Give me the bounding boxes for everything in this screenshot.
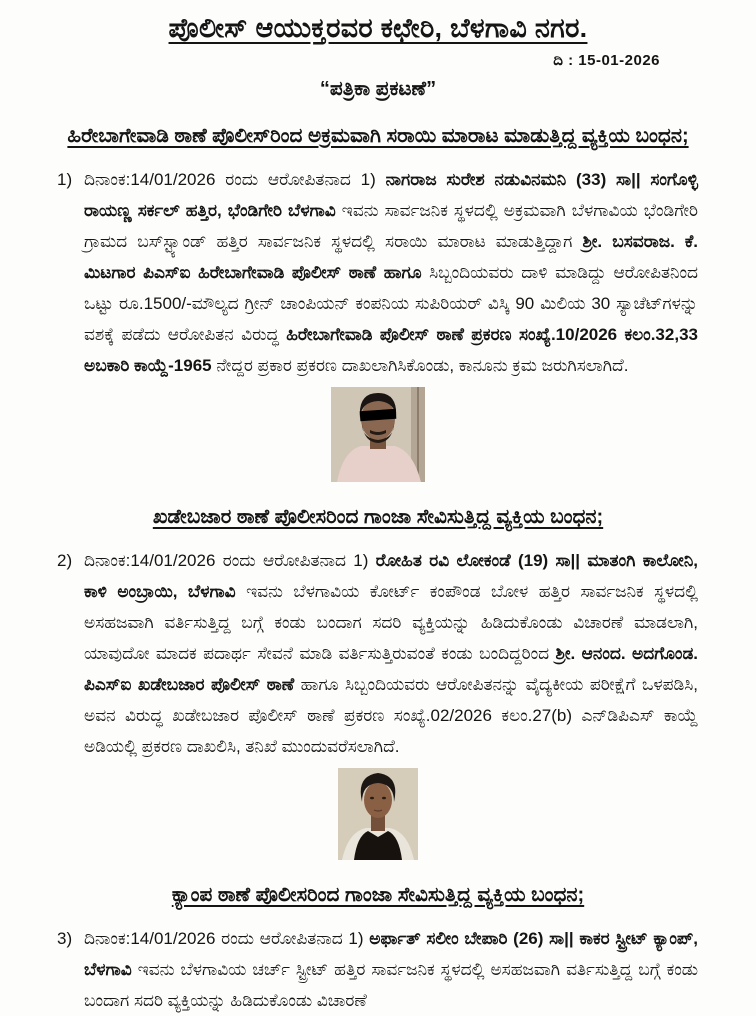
suspect-photo-1 — [0, 387, 756, 482]
paragraph-text — [84, 551, 698, 756]
paragraph-segment: ಇವನು ಸಾರ್ವಜನಿಕ ಸ್ಥಳದಲ್ಲಿ ಅಕ್ರಮವಾಗಿ ಬೆಳಗಾವಿಯ ಭೆಂಡಿಗೇರಿ ಗ್ರಾಮದ ಬಸ್‌ಸ್ಟ್ಯಾಂಡ್ ಹತ್ತಿರ ಸಾರ್ವಜನಿಕ ಸ್ಥಳದಲ್ಲಿ ಸರಾಯಿ ಮಾರಾಟ ಮಾಡುತ್ತಿದ್ದಾಗ — [84, 201, 698, 251]
paragraph-segment: ನೇದ್ದರ ಪ್ರಕಾರ ಪ್ರಕರಣ ದಾಖಲಾಗಿಸಿಕೊಂಡು, ಕಾನೂನು ಕ್ರಮ ಜರುಗಿಸಲಾಗಿದೆ. — [216, 356, 629, 375]
section-heading: ಕ್ಯಾಂಪ ಠಾಣೆ ಪೊಲೀಸರಿಂದ ಗಾಂಜಾ ಸೇವಿಸುತ್ತಿದ್ದ ವ್ಯಕ್ತಿಯ ಬಂಧನ; — [171, 884, 585, 906]
section-paragraph — [57, 545, 698, 762]
paragraph-text — [84, 929, 698, 1010]
press-release-title: “ಪತ್ರಿಕಾ ಪ್ರಕಟಣೆ” — [319, 78, 437, 100]
paragraph-segment: ದಿನಾಂಕ:14/01/2026 ರಂದು ಆರೋಪಿತನಾದ 1) — [84, 170, 386, 189]
paragraph-number: 3) — [57, 929, 73, 948]
paragraph-segment: ದಿನಾಂಕ:14/01/2026 ರಂದು ಆರೋಪಿತನಾದ 1) — [84, 551, 376, 570]
paragraph-bold-segment: ಶ್ರೀ. ಬಸವರಾಜ. ಕೆ. ಮಿಟಗಾರ ಪಿಎಸ್‌ಐ ಹಿರೇಬಾಗೇವಾಡಿ ಪೊಲೀಸ್ ಠಾಣೆ ಹಾಗೂ — [84, 232, 698, 282]
section-heading: ಖಡೇಬಜಾರ ಠಾಣೆ ಪೊಲೀಸರಿಂದ ಗಾಂಜಾ ಸೇವಿಸುತ್ತಿದ್ದ ವ್ಯಕ್ತಿಯ ಬಂಧನ; — [152, 506, 604, 528]
paragraph-bold-segment: ಶ್ರೀ. ಆನಂದ. ಅದಗೊಂಡ. ಪಿಎಸ್‌ಐ ಖಡೇಬಜಾರ ಪೊಲೀಸ್ ಠಾಣೆ — [84, 644, 698, 694]
paragraph-segment: ಇವನು ಬೆಳಗಾವಿಯ ಕೋರ್ಟ್ ಕಂಪೌಂಡ ಬೋಳ ಹತ್ತಿರ ಸಾರ್ವಜನಿಕ ಸ್ಥಳದಲ್ಲಿ ಅಸಹಜವಾಗಿ ವರ್ತಿಸುತ್ತಿದ್ದ ಬಗ್ಗೆ ಕಂಡು ಬಂದಾಗ ಸದರಿ ವ್ಯಕ್ತಿಯನ್ನು ಹಿಡಿದುಕೊಂಡು ವಿಚಾರಣೆ ಮಾಡಲಾಗಿ, ಯಾವುದೋ ಮಾದಕ ಪದಾರ್ಥ ಸೇವನೆ ಮಾಡಿ ವರ್ತಿಸುತ್ತಿರುವಂತೆ ಕಂಡು ಬಂದಿದ್ದರಿಂದ — [84, 582, 698, 663]
paragraph-text — [84, 170, 698, 375]
suspect-eye-right — [382, 797, 386, 800]
section-khadebazar-arrest — [0, 502, 756, 860]
section-paragraph — [57, 164, 698, 381]
paragraph-segment: ಹಾಗೂ ಸಿಬ್ಬಂದಿಯವರು ಆರೋಪಿತನನ್ನು ವೈದ್ಯಕೀಯ ಪರೀಕ್ಷೆಗೆ ಒಳಪಡಿಸಿ, ಅವನ ವಿರುದ್ಧ ಖಡೇಬಜಾರ ಪೊಲೀಸ್ ಠಾಣೆ ಪ್ರಕರಣ ಸಂಖ್ಯೆ.02/2026 ಕಲಂ.27(b) ಎನ್‌ಡಿಪಿಎಸ್ ಕಾಯ್ದೆ ಅಡಿಯಲ್ಲಿ ಪ್ರಕರಣ ದಾಖಲಿಸಿ, ತನಿಖೆ ಮುಂದುವರೆಸಲಾಗಿದೆ. — [84, 675, 698, 756]
paragraph-segment: ದಿನಾಂಕ:14/01/2026 ರಂದು ಆರೋಪಿತನಾದ 1) — [84, 929, 370, 948]
section-hirebagewadi-arrest — [0, 121, 756, 482]
paragraph-number: 2) — [57, 551, 73, 570]
paragraph-segment: ಇವನು ಬೆಳಗಾವಿಯ ಚರ್ಚ್ ಸ್ಟ್ರೀಟ್ ಹತ್ತಿರ ಸಾರ್ವಜನಿಕ ಸ್ಥಳದಲ್ಲಿ ಅಸಹಜವಾಗಿ ವರ್ತಿಸುತ್ತಿದ್ದ ಬಗ್ಗೆ ಕಂಡು ಬಂದಾಗ ಸದರಿ ವ್ಯಕ್ತಿಯನ್ನು ಹಿಡಿದುಕೊಂಡು ವಿಚಾರಣೆ — [84, 960, 698, 1010]
date-line: ದಿ : 15-01-2026 — [553, 52, 660, 69]
section-camp-arrest — [0, 880, 756, 1016]
suspect-eye-left — [370, 797, 374, 800]
press-release-page — [0, 10, 756, 1010]
photo-wall-line — [417, 387, 419, 482]
paragraph-bold-segment: ಹಿರೇಬಾಗೇವಾಡಿ ಪೊಲೀಸ್ ಠಾಣೆ ಪ್ರಕರಣ ಸಂಖ್ಯೆ.10/2026 ಕಲಂ.32,33 ಅಬಕಾರಿ ಕಾಯ್ದೆ-1965 — [84, 325, 698, 375]
paragraph-bold-segment: ರೋಹಿತ ರವಿ ಲೋಕಂಡೆ (19) ಸಾ|| ಮಾತಂಗಿ ಕಾಲೋನಿ, ಕಾಳಿ ಅಂಬ್ರಾಯಿ, ಬೆಳಗಾವಿ — [84, 551, 698, 601]
section-heading: ಹಿರೇಬಾಗೇವಾಡಿ ಠಾಣೆ ಪೊಲೀಸ್‌ರಿಂದ ಅಕ್ರಮವಾಗಿ ಸರಾಯಿ ಮಾರಾಟ ಮಾಡುತ್ತಿದ್ದ ವ್ಯಕ್ತಿಯ ಬಂಧನ; — [67, 125, 689, 147]
paragraph-bold-segment: ಅರ್ಫಾತ್ ಸಲೀಂ ಬೇಪಾರಿ (26) ಸಾ|| ಕಾಕರ ಸ್ಟ್ರೀಟ್ ಕ್ಯಾಂಪ್, ಬೆಳಗಾವಿ — [84, 929, 698, 979]
suspect-photo-2 — [0, 768, 756, 860]
office-title: ಪೊಲೀಸ್ ಆಯುಕ್ತರವರ ಕಛೇರಿ, ಬೆಳಗಾವಿ ನಗರ. — [168, 13, 588, 43]
paragraph-segment: ಸಿಬ್ಬಂದಿಯವರು ದಾಳಿ ಮಾಡಿದ್ದು ಆರೋಪಿತನಿಂದ ಒಟ್ಟು ರೂ.1500/-ಮೌಲ್ಯದ ಗ್ರೀನ್ ಚಾಂಪಿಯನ್ ಕಂಪನಿಯ ಸುಪಿರಿಯರ್ ವಿಸ್ಕಿ 90 ಮಿಲಿಯ 30 ಸ್ಯಾಚೆಟ್‌ಗಳನ್ನು ವಶಕ್ಕೆ ಪಡೆದು ಆರೋಪಿತನ ವಿರುದ್ಧ — [84, 263, 698, 344]
paragraph-bold-segment: ನಾಗರಾಜ ಸುರೇಶ ನಡುವಿನಮನಿ (33) ಸಾ|| ಸಂಗೊಳ್ಳಿ ರಾಯಣ್ಣ ಸರ್ಕಲ್ ಹತ್ತಿರ, ಭೆಂಡಿಗೇರಿ ಬೆಳಗಾವಿ — [84, 170, 698, 220]
paragraph-number: 1) — [57, 170, 73, 189]
suspect-face — [364, 782, 392, 818]
section-paragraph — [57, 923, 698, 1016]
